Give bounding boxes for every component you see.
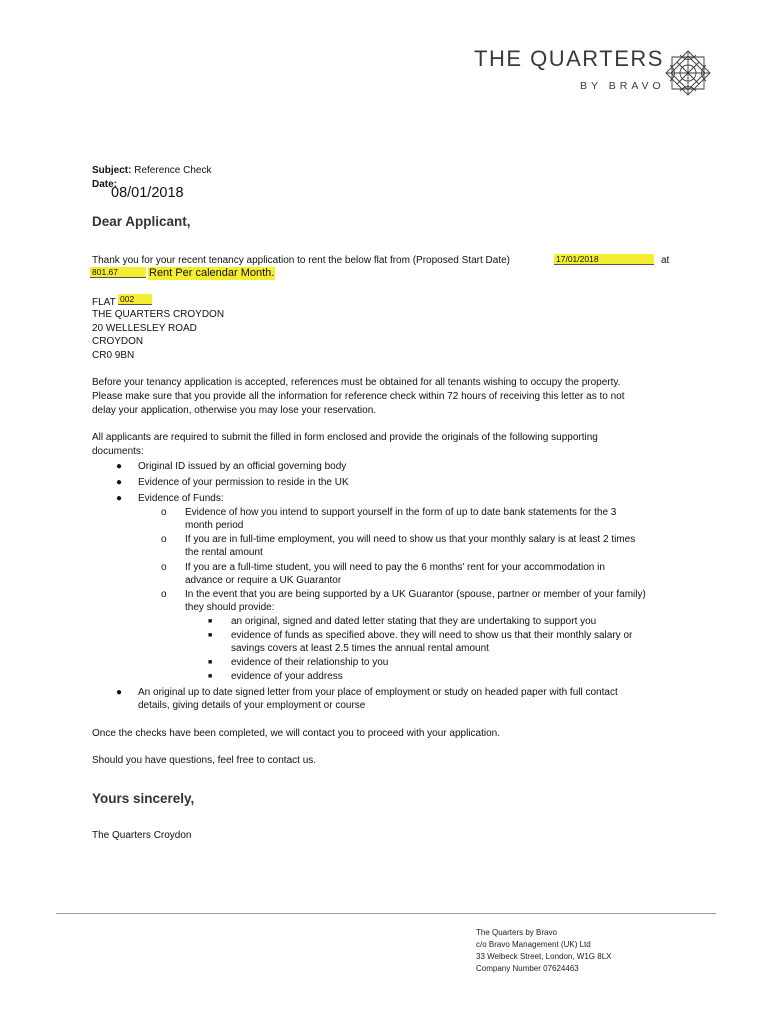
address-line: 20 WELLESLEY ROAD bbox=[92, 323, 197, 334]
square-bullet-marker: ■ bbox=[208, 659, 213, 666]
subject-value: Reference Check bbox=[134, 165, 212, 176]
footer-line: Company Number 07624463 bbox=[476, 964, 579, 973]
rent-field[interactable]: 801.67 bbox=[90, 267, 146, 278]
brand-name: THE QUARTERS bbox=[474, 46, 664, 71]
sub-list-item: In the event that you are being supported by a UK Guarantor (spouse, partner or member of your family) bbox=[185, 589, 646, 600]
signature: The Quarters Croydon bbox=[92, 830, 192, 841]
sub-list-item: advance or require a UK Guarantor bbox=[185, 575, 342, 586]
flat-label: FLAT bbox=[92, 297, 116, 308]
paragraph-line: Once the checks have been completed, we will contact you to proceed with your application. bbox=[92, 728, 501, 739]
footer-line: The Quarters by Bravo bbox=[476, 928, 557, 937]
sub-list-item: Evidence of how you intend to support yourself in the form of up to date bank statements for the 3 bbox=[185, 507, 617, 518]
flat-number-field[interactable]: 002 bbox=[118, 294, 152, 305]
square-bullet-marker: ■ bbox=[208, 673, 213, 680]
greeting: Dear Applicant, bbox=[92, 214, 191, 229]
address-line: CROYDON bbox=[92, 336, 144, 347]
bullet-marker: ● bbox=[116, 687, 123, 698]
sub-sub-list-item: evidence of funds as specified above. they will need to show us that their monthly salary or bbox=[231, 630, 633, 641]
sub-sub-list-item: savings covers at least 2.5 times the annual rental amount bbox=[231, 643, 489, 654]
paragraph-line: All applicants are required to submit the filled in form enclosed and provide the originals of the following supporting bbox=[92, 432, 598, 443]
rent-label: Rent Per calendar Month. bbox=[149, 267, 275, 279]
footer-line: 33 Welbeck Street, London, W1G 8LX bbox=[476, 952, 612, 961]
bullet-marker: ● bbox=[116, 477, 123, 488]
at-text: at bbox=[661, 255, 670, 266]
paragraph-line: Please make sure that you provide all the information for reference check within 72 hours of receiving this letter as to not bbox=[92, 391, 625, 402]
list-item: Evidence of your permission to reside in the UK bbox=[138, 477, 349, 488]
sub-bullet-marker: o bbox=[161, 534, 167, 545]
paragraph-line: documents: bbox=[92, 446, 144, 457]
address-line: CR0 9BN bbox=[92, 350, 135, 361]
brand-subtitle: BY BRAVO bbox=[580, 80, 665, 92]
sub-sub-list-item: an original, signed and dated letter stating that they are undertaking to support you bbox=[231, 616, 597, 627]
sub-list-item: If you are in full-time employment, you will need to show us that your monthly salary is at least 2 times bbox=[185, 534, 636, 545]
paragraph-line: delay your application, otherwise you may lose your reservation. bbox=[92, 405, 377, 416]
date-value: 08/01/2018 bbox=[111, 185, 184, 201]
sub-sub-list-item: evidence of your address bbox=[231, 671, 343, 682]
closing: Yours sincerely, bbox=[92, 791, 195, 806]
date-label: Date: bbox=[92, 179, 118, 190]
square-bullet-marker: ■ bbox=[208, 618, 213, 625]
paragraph-line: Before your tenancy application is accepted, references must be obtained for all tenants wishing to occupy the property. bbox=[92, 377, 621, 388]
start-date-field[interactable]: 17/01/2018 bbox=[554, 254, 654, 265]
subject-line bbox=[92, 164, 212, 178]
square-bullet-marker: ■ bbox=[208, 632, 213, 639]
sub-bullet-marker: o bbox=[161, 507, 167, 518]
brand-logo-icon bbox=[665, 50, 711, 96]
bullet-marker: ● bbox=[116, 461, 123, 472]
address-line: THE QUARTERS CROYDON bbox=[92, 309, 225, 320]
list-item: An original up to date signed letter from your place of employment or study on headed paper with full contact bbox=[138, 687, 618, 698]
paragraph-line: Should you have questions, feel free to contact us. bbox=[92, 755, 317, 766]
list-item: details, giving details of your employment or course bbox=[138, 700, 366, 711]
sub-list-item: they should provide: bbox=[185, 602, 275, 613]
sub-sub-list-item: evidence of their relationship to you bbox=[231, 657, 389, 668]
sub-list-item: month period bbox=[185, 520, 244, 531]
list-item: Original ID issued by an official governing body bbox=[138, 461, 347, 472]
list-item: Evidence of Funds: bbox=[138, 493, 224, 504]
sub-list-item: If you are a full-time student, you will need to pay the 6 months' rent for your accommodation in bbox=[185, 562, 605, 573]
footer-divider bbox=[56, 913, 716, 914]
sub-bullet-marker: o bbox=[161, 589, 167, 600]
sub-list-item: the rental amount bbox=[185, 547, 263, 558]
intro-text: Thank you for your recent tenancy application to rent the below flat from (Proposed Start Date) bbox=[92, 255, 510, 266]
sub-bullet-marker: o bbox=[161, 562, 167, 573]
subject-label: Subject: bbox=[92, 165, 132, 176]
footer-line: c/o Bravo Management (UK) Ltd bbox=[476, 940, 591, 949]
bullet-marker: ● bbox=[116, 493, 123, 504]
